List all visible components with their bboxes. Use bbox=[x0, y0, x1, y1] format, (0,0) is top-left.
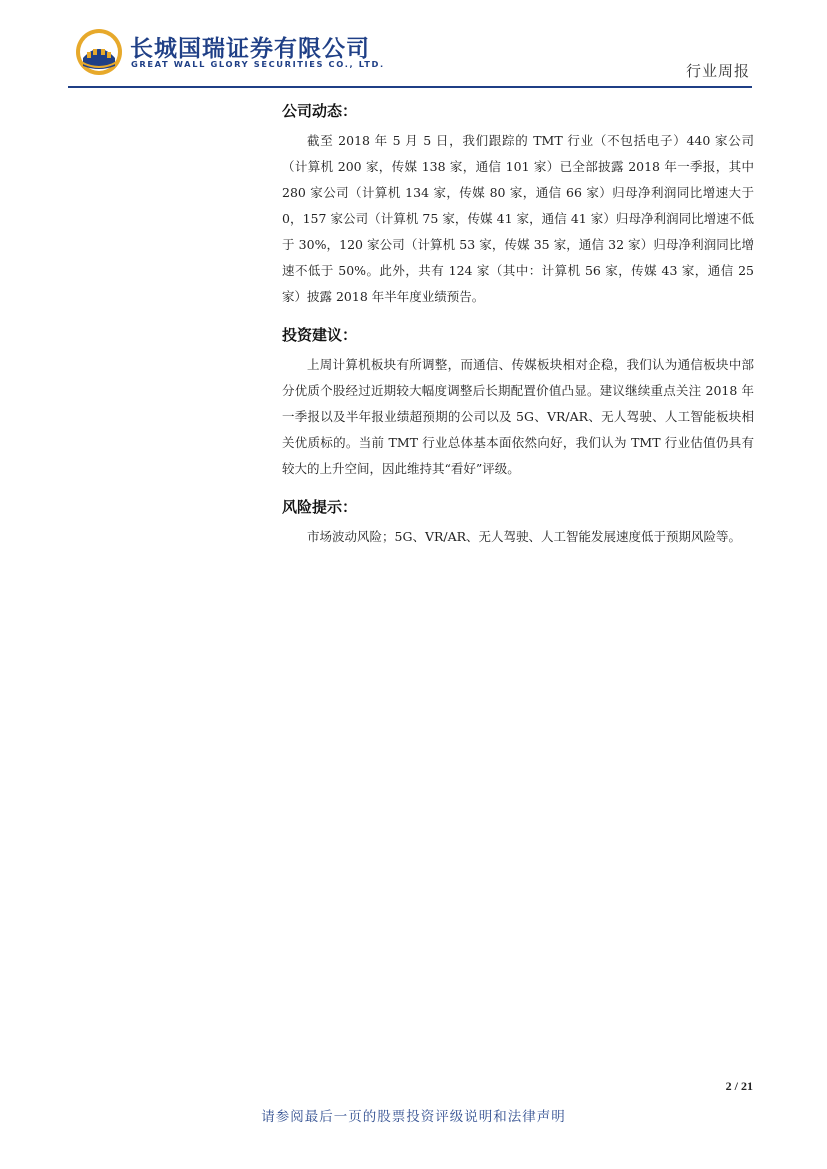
footer-disclaimer-link: 请参阅最后一页的股票投资评级说明和法律声明 bbox=[261, 1109, 566, 1125]
page-header bbox=[0, 0, 827, 90]
report-body bbox=[282, 100, 754, 564]
header-divider bbox=[68, 86, 752, 88]
section-investment-advice bbox=[282, 324, 754, 482]
company-name-en: GREAT WALL GLORY SECURITIES CO., LTD. bbox=[131, 59, 385, 69]
company-name-cn: 长城国瑞证券有限公司 bbox=[130, 36, 370, 62]
section-risk-warning bbox=[282, 496, 754, 550]
section-paragraph: 上周计算机板块有所调整，而通信、传媒板块相对企稳，我们认为通信板块中部分优质个股经过近期较大幅度调整后长期配置价值凸显。建议继续重点关注 2018 年一季报以及半年报业绩超预期的公司以及 5G、VR/AR、无人驾驶、人工智能板块相关优质标的。当前 TMT 行业总体基本面依然向好，我们认为 TMT 行业估值仍具有较大的上升空间，因此维持其“看好”评级。 bbox=[282, 357, 754, 476]
section-paragraph: 市场波动风险；5G、VR/AR、无人驾驶、人工智能发展速度低于预期风险等。 bbox=[307, 529, 742, 544]
report-type-label: 行业周报 bbox=[685, 62, 750, 80]
great-wall-logo-icon bbox=[75, 28, 123, 76]
page-number: 2 / 21 bbox=[725, 1079, 753, 1093]
section-title: 风险提示： bbox=[282, 498, 358, 516]
section-title: 投资建议： bbox=[282, 326, 358, 344]
section-paragraph: 截至 2018 年 5 月 5 日，我们跟踪的 TMT 行业（不包括电子）440 家公司（计算机 200 家，传媒 138 家，通信 101 家）已全部披露 2018 年一季报，其中 280 家公司（计算机 134 家，传媒 80 家，通信 66 家）归母净利润同比增速大于 0，157 家公司（计算机 75 家，传媒 41 家，通信 41 家）归母净利润同比增速不低于 30%，120 家公司（计算机 53 家，传媒 35 家，通信 32 家）归母净利润同比增速不低于 50%。此外，共有 124 家（其中：计算机 56 家，传媒 43 家，通信 25 家）披露 2018 年半年度业绩预告。 bbox=[282, 133, 754, 304]
section-company-news bbox=[282, 100, 754, 310]
section-title: 公司动态： bbox=[282, 102, 358, 120]
